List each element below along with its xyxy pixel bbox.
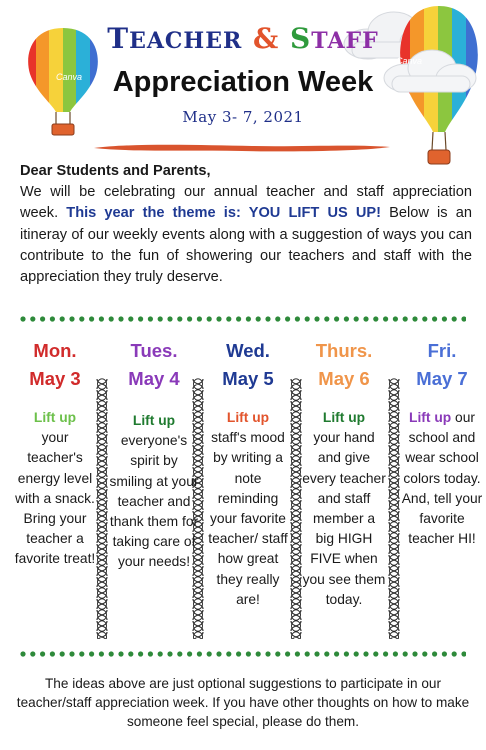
day-date: May 7	[416, 368, 468, 389]
suggestion-text: everyone's spirit by smiling at your teacher and thank them for taking care of your needs!	[109, 433, 199, 570]
lift-up-label: Lift up	[132, 413, 176, 428]
day-friday	[400, 337, 484, 549]
ornamental-column-divider	[387, 377, 401, 639]
suggestion-text: your teacher's energy level with a snack. Bring your teacher a favorite treat!	[14, 430, 96, 567]
lift-up-label: Lift up	[409, 410, 452, 425]
day-date: May 6	[318, 368, 370, 389]
brush-stroke-divider	[92, 140, 392, 154]
title-word: &	[253, 22, 280, 55]
title-word: TAFF	[311, 28, 379, 54]
day-suggestion	[302, 408, 386, 610]
day-suggestion	[14, 408, 96, 570]
dotted-divider	[20, 650, 466, 658]
page-title	[0, 22, 486, 58]
suggestion-text: staff's mood by writing a note reminding your favorite teacher/ staff how great they really are!	[208, 430, 288, 607]
day-date: May 3	[29, 368, 81, 389]
day-suggestion	[206, 408, 290, 610]
day-name: Mon.	[33, 340, 77, 361]
event-dates: May 3- 7, 2021	[182, 108, 304, 126]
footer-note: The ideas above are just optional suggestions to participate in our teacher/staff appreciation week. If you have other thoughts on how to make someone feel special, please do them.	[16, 676, 470, 730]
lift-up-label: Lift up	[33, 410, 77, 425]
ornamental-column-divider	[95, 377, 109, 639]
suggestion-text: your hand and give every teacher and staff member a big HIGH FIVE when you see them today.	[302, 430, 386, 607]
day-thursday	[302, 337, 386, 610]
page-subtitle: Appreciation Week	[112, 66, 374, 98]
day-date: May 4	[128, 368, 180, 389]
watermark: Canva	[396, 56, 423, 66]
day-name: Wed.	[226, 340, 270, 361]
letter-theme: This year the theme is: YOU LIFT US UP!	[66, 205, 381, 222]
day-suggestion	[108, 411, 200, 573]
title-word: S	[290, 22, 312, 55]
letter-intro: We will be celebrating our annual teacher and staff appreciation week.	[20, 184, 472, 222]
lift-up-label: Lift up	[226, 410, 270, 425]
letter	[20, 161, 472, 288]
letter-rest: Below is an itineray of our weekly events along with a suggestion of ways you can contribute to the fun of showering our teachers and staff with the appreciation they truly deserve.	[20, 205, 472, 286]
suggestion-text: our school and wear school colors today. And, tell your favorite teacher HI!	[401, 410, 483, 547]
header	[0, 22, 486, 127]
day-monday	[14, 337, 96, 570]
day-date: May 5	[222, 368, 274, 389]
letter-body	[20, 182, 472, 288]
day-name: Fri.	[427, 340, 457, 361]
lift-up-label: Lift up	[322, 410, 366, 425]
title-word: EACHER	[129, 28, 243, 54]
dotted-divider	[20, 315, 466, 323]
title-word: T	[107, 22, 130, 55]
day-suggestion	[400, 408, 484, 549]
ornamental-column-divider	[289, 377, 303, 639]
day-tuesday	[108, 337, 200, 573]
salutation: Dear Students and Parents,	[20, 163, 211, 179]
day-name: Tues.	[130, 340, 178, 361]
ornamental-column-divider	[191, 377, 205, 639]
watermark: Canva	[56, 72, 83, 82]
day-wednesday	[206, 337, 290, 610]
day-name: Thurs.	[315, 340, 373, 361]
